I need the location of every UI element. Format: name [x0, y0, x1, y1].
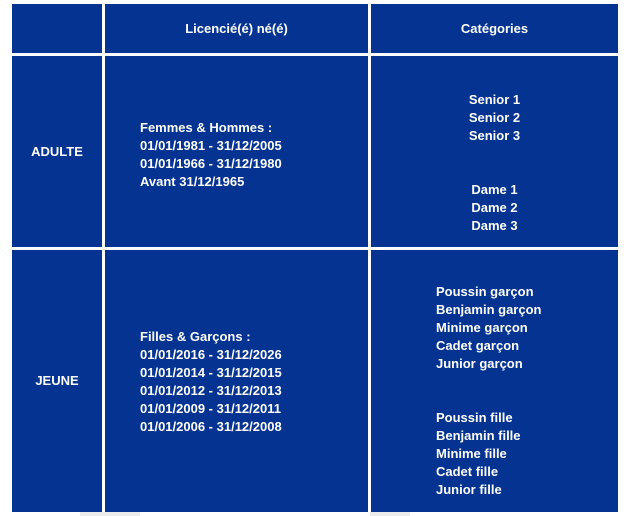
bottom-edge-fragment — [370, 512, 410, 516]
header-col3-label: Catégories — [460, 20, 529, 36]
category-item: Cadet fille — [436, 464, 499, 479]
birth-cell-adulte — [105, 56, 368, 247]
bottom-edge-fragment — [80, 512, 140, 516]
row-label-adulte — [12, 56, 102, 247]
category-item: Senior 3 — [468, 128, 521, 143]
category-item: Dame 3 — [471, 218, 518, 233]
header-cell-birth — [105, 4, 368, 53]
category-item: Cadet garçon — [436, 338, 520, 353]
category-item: Junior garçon — [436, 356, 523, 371]
header-col2-label: Licencié(é) né(é) — [185, 20, 288, 36]
category-item: Benjamin fille — [436, 428, 521, 443]
category-item: Benjamin garçon — [436, 302, 542, 317]
category-item: Dame 2 — [471, 200, 518, 215]
birth-title: Femmes & Hommes : — [140, 120, 273, 135]
row-label-text: JEUNE — [35, 373, 79, 388]
category-item: Minime garçon — [436, 320, 528, 335]
category-item: Dame 1 — [471, 182, 518, 197]
category-item: Senior 1 — [468, 92, 521, 107]
row-label-jeune — [12, 250, 102, 512]
category-item: Senior 2 — [468, 110, 521, 125]
categories-cell-jeune — [371, 250, 618, 512]
birth-range: 01/01/2014 - 31/12/2015 — [140, 365, 282, 380]
row-label-text: ADULTE — [31, 143, 83, 159]
birth-range: 01/01/2012 - 31/12/2013 — [140, 383, 282, 398]
header-cell-categories — [371, 4, 618, 53]
birth-title: Filles & Garçons : — [140, 329, 251, 344]
category-item: Minime fille — [436, 446, 507, 461]
birth-range: 01/01/1966 - 31/12/1980 — [140, 156, 282, 171]
category-item: Junior fille — [436, 482, 502, 497]
birth-cell-jeune — [105, 250, 368, 512]
category-item: Poussin garçon — [436, 284, 534, 299]
header-cell-empty — [12, 4, 102, 53]
birth-range: 01/01/2016 - 31/12/2026 — [140, 347, 282, 362]
categories-cell-adulte — [371, 56, 618, 247]
birth-range: 01/01/1981 - 31/12/2005 — [140, 138, 282, 153]
birth-range: Avant 31/12/1965 — [140, 174, 245, 189]
birth-range: 01/01/2009 - 31/12/2011 — [140, 401, 281, 416]
category-item: Poussin fille — [436, 410, 513, 425]
birth-range: 01/01/2006 - 31/12/2008 — [140, 419, 282, 434]
